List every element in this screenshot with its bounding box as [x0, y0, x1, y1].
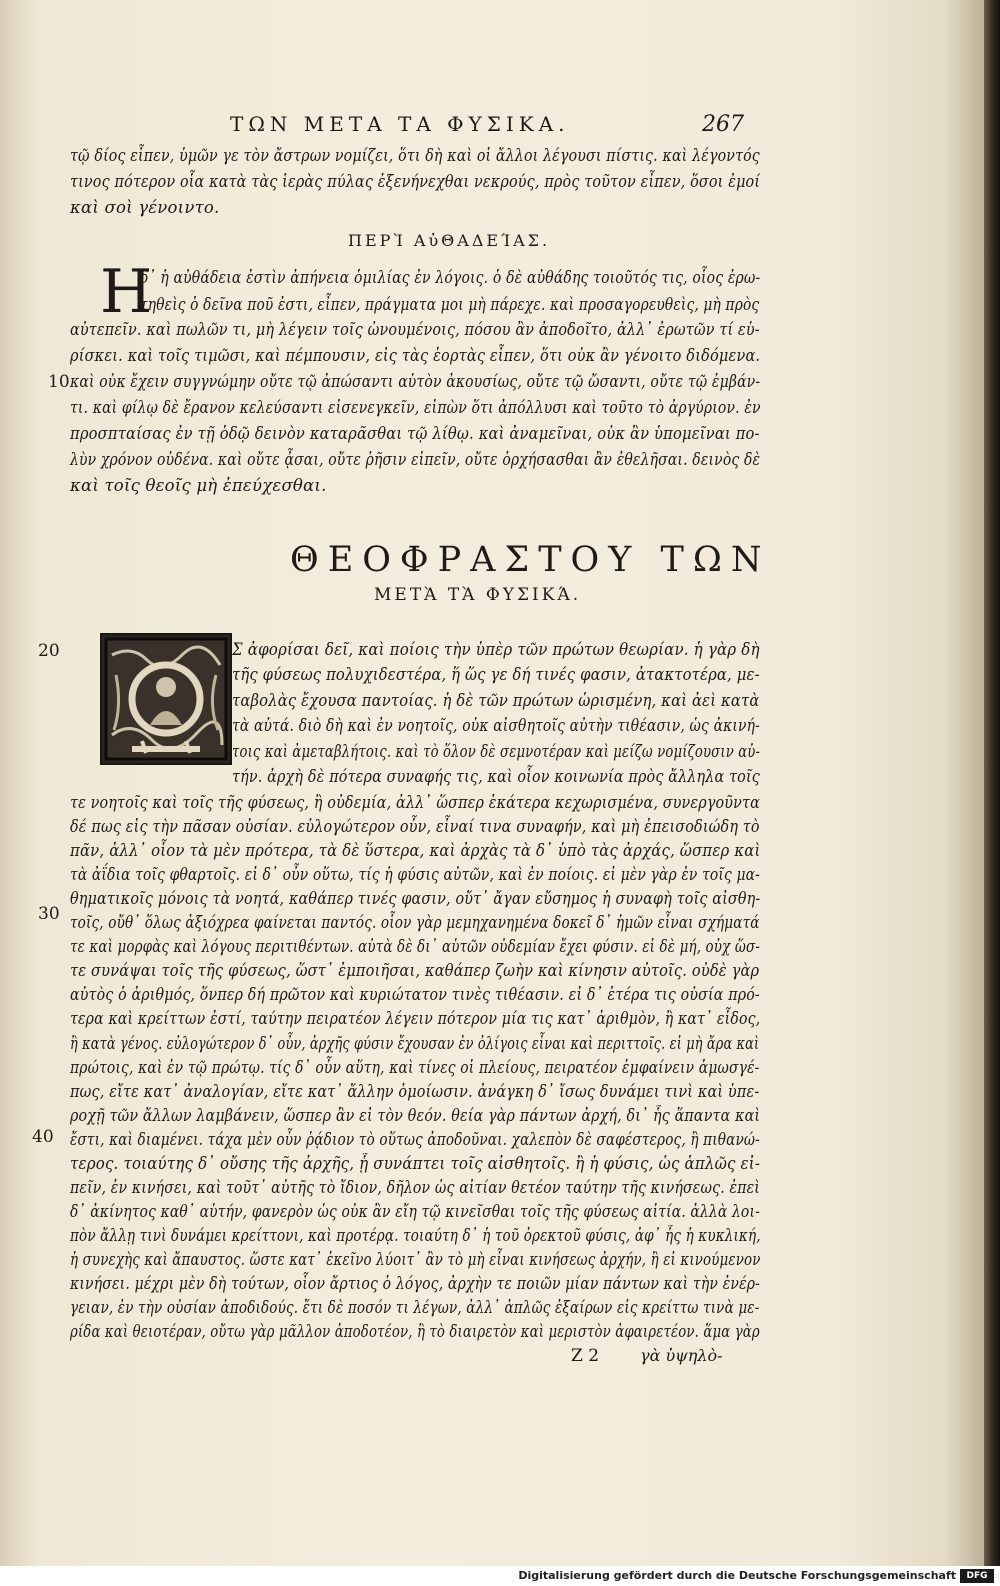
- text-line: πρώτοις, καὶ ἐν τῷ πρώτῳ. τίς δ᾽ οὖν αὕτη, καὶ τίνες οἱ πλείους, πειρατέον ἐμφαίνειν ἁμωσγέ-: [70, 1057, 760, 1077]
- running-head-area: [230, 112, 780, 142]
- text-line: τε νοητοῖς καὶ τοῖς τῆς φύσεως, ἢ οὐδεμία, ἀλλ᾽ ὥσπερ ἑκάτερα κεχωρισμένα, συνεργοῦντα: [70, 793, 760, 812]
- book-edge-shadow: [984, 0, 1000, 1566]
- text-line: ἢ κατὰ γένος. εὐλογώτερον δ᾽ οὖν, ἀρχῆς φύσιν ἔχουσαν ἐν ὀλίγοις εἶναι καὶ περιττοῖς. εἰ μὴ ἄρα καὶ: [70, 1033, 760, 1053]
- text-line: τε συνάψαι τοῖς τῆς φύσεως, ὥστ᾽ ἐμποιῆσαι, καθάπερ ζωὴν καὶ κίνησιν αὐτοῖς. οὐδὲ γὰρ: [70, 961, 760, 981]
- text-line: τήν. ἀρχὴ δὲ πότερα συναφής τις, καὶ οἷον κοινωνία πρὸς ἄλληλα τοῖς: [232, 767, 760, 786]
- text-line: πως, εἴτε κατ᾽ ἀναλογίαν, εἴτε κατ᾽ ἄλλην ὁμοίωσιν. ἀνάγκη δ᾽ ἴσως δυνάμει τινὶ καὶ ὑπε-: [70, 1081, 760, 1101]
- text-line: Σ ἀφορίσαι δεῖ, καὶ ποίοις τὴν ὑπὲρ τῶν πρώτων θεωρίαν. ἡ γὰρ δὴ: [232, 640, 760, 659]
- text-line: τηθεὶς ὁ δεῖνα ποῦ ἐστι, εἶπεν, πράγματα μοι μὴ πάρεχε. καὶ προσαγορευθεὶς, μὴ πρὸς: [140, 295, 760, 314]
- text-line: πεῖν, ἐν κινήσει, καὶ τοῦτ᾽ αὐτῆς τὸ ἴδιον, δῆλον ὡς αἰτίαν θετέον ταύτην τῆς κινήσεως. ἐπεὶ: [70, 1177, 761, 1197]
- text-line: τερος. τοιαύτης δ᾽ οὔσης τῆς ἀρχῆς, ᾗ συνάπτει τοῖς αἰσθητοῖς. ἢ ἡ φύσις, ὡς ἁπλῶς εἰ-: [70, 1153, 761, 1173]
- text-line: ροχῇ τῶν ἄλλων λαμβάνειν, ὥσπερ ἂν εἰ τὸν θεόν. θεία γὰρ πάντων ἀρχή, δι᾽ ἧς ἅπαντα καὶ: [70, 1105, 761, 1125]
- drop-cap: Η: [100, 257, 153, 327]
- text-line: κινήσει. μέχρι μὲν δὴ τούτων, οἷον ἄρτιος ὁ λόγος, ἀρχὴν τε ποιῶν μίαν πάντων καὶ τὴν ἐνέρ-: [70, 1273, 761, 1293]
- text-line: τοις καὶ ἀμεταβλήτοις. καὶ τὸ ὅλον δὲ σεμνοτέραν καὶ μείζω νομίζουσιν αὐ-: [232, 742, 761, 761]
- footer-credit: Digitalisierung gefördert durch die Deutsche Forschungsgemeinschaft: [518, 1569, 956, 1582]
- text-line: αὐτὸς ὁ ἀριθμός, ὅνπερ δή πρῶτον καὶ κυριώτατον τινὲς τιθέασιν. εἰ δ᾽ ἑτέρα τις οὐσία πρό-: [70, 985, 760, 1005]
- text-line: ρίδα καὶ θειοτέραν, οὔτω γὰρ μᾶλλον ἀποδοτέον, ἢ τὸ διαιρετὸν καὶ μεριστὸν ἀφαιρετέον. ἅμα γὰρ: [70, 1322, 760, 1341]
- text-line: τὰ ἀΐδια τοῖς φθαρτοῖς. εἰ δ᾽ οὖν οὕτω, τίς ἡ φύσις αὐτῶν, καὶ ἐν ποίοις. εἰ μὲν γὰρ ἐν τοῖς μα-: [70, 865, 761, 885]
- section-heading: ΠΕΡῚ ΑὐΘΑΔΕΊΑΣ.: [348, 231, 551, 250]
- line-number: 20: [38, 641, 60, 661]
- woodcut-initial-image: [100, 633, 232, 765]
- text-line: τῆς φύσεως πολυχιδεστέρα, ἥ ὥς γε δή τινές φασιν, ἀτακτοτέρα, με-: [232, 665, 760, 684]
- text-line: θηματικοῖς μόνοις τὰ νοητά, καθάπερ τινές φασιν, οὔτ᾽ ἄγαν εὔσημος ἡ συναφὴ τοῖς αἰσθη-: [70, 889, 761, 909]
- text-line: προσπταίσας ἐν τῇ ὁδῷ δεινὸν καταρᾶσθαι τῷ λίθῳ. καὶ ἀναμεῖναι, οὐκ ἂν ὑπομεῖναι πο-: [70, 424, 760, 443]
- line-number: 10: [48, 372, 70, 392]
- text-line: ρίσκει. καὶ τοῖς τιμῶσι, καὶ πέμπουσιν, εἰς τὰς ἑορτὰς εἶπεν, ὅτι οὐκ ἂν γένοιτο διδόμενα.: [70, 346, 761, 365]
- digitization-footer: [0, 1566, 1000, 1586]
- text-line: ἔστι, καὶ διαμένει. τάχα μὲν οὖν ῥᾴδιον τὸ οὕτως ἀποδοῦναι. χαλεπὸν δὲ σαφέστερος, ἢ πιθανώ-: [70, 1129, 760, 1149]
- book-title: ΘΕΟΦΡΑΣΤΟΥ ΤΩΝ: [290, 540, 771, 580]
- page-number: 267: [702, 112, 744, 137]
- text-line: καὶ σοὶ γένοιντο.: [70, 198, 220, 217]
- text-line: ταβολὰς ἔχουσα παντοίας. ἡ δὲ τῶν πρώτων ὡρισμένη, καὶ ἀεὶ κατὰ: [232, 691, 760, 710]
- text-line: ἡ συνεχὴς καὶ ἄπαυστος. ὥστε κατ᾽ ἐκεῖνο λύοιτ᾽ ἂν τὸ μὴ εἶναι κινήσεως ἀρχήν, ἢ εἰ κινούμενον: [70, 1249, 761, 1269]
- text-line: τῷ δίος εἶπεν, ὑμῶν γε τὸν ἄστρων νομίζει, ὅτι δὴ καὶ οἱ ἄλλοι λέγουσι πίστις. καὶ λέγοντός: [70, 146, 760, 165]
- line-number: 40: [32, 1127, 54, 1147]
- book-subtitle: ΜΕΤᾺ ΤᾺ ΦΥΣΙΚΆ.: [374, 585, 582, 605]
- line-number: 30: [38, 904, 60, 924]
- text-line: δ᾽ ἡ αὐθάδεια ἐστὶν ἀπήνεια ὁμιλίας ἐν λόγοις. ὁ δὲ αὐθάδης τοιοῦτός τις, οἷος ἐρω-: [140, 268, 761, 287]
- text-line: πὸν ἄλλῃ τινὶ δυνάμει κρείττονι, καὶ προτέρᾳ. τοιαύτη δ᾽ ἡ τοῦ ὀρεκτοῦ φύσις, ἀφ᾽ ἧς ἡ κυκλική,: [70, 1225, 761, 1245]
- text-line: δέ πως εἰς τὴν πᾶσαν οὐσίαν. εὐλογώτερον οὖν, εἶναί τινα συναφήν, καὶ μὴ ἐπεισοδιώδη τὸ: [70, 817, 760, 836]
- text-line: λὺν χρόνον οὐδένα. καὶ οὔτε ᾆσαι, οὔτε ῥῆσιν εἰπεῖν, οὔτε ὀρχήσασθαι ἂν ἐθελῆσαι. δεινὸς δὲ: [70, 450, 761, 469]
- text-line: αὐτεπεῖν. καὶ πωλῶν τι, μὴ λέγειν τοῖς ὠνουμένοις, πόσου ἂν ἀποδοῖτο, ἀλλ᾽ ἐρωτῶν τί εὑ-: [70, 320, 760, 339]
- text-line: πᾶν, ἀλλ᾽ οἷον τὰ μὲν πρότερα, τὰ δὲ ὕστερα, καὶ ἀρχὰς τὰ δ᾽ ὑπὸ τὰς ἀρχάς, ὥσπερ καὶ: [70, 841, 761, 861]
- running-head: ΤΩΝ ΜΕΤΑ ΤΑ ΦΥΣΙΚΑ.: [230, 112, 570, 136]
- text-line: τι. καὶ φίλῳ δὲ ἔρανον κελεύσαντι εἰσενεγκεῖν, εἰπὼν ὅτι ἀπόλλυσι καὶ τοῦτο τὸ ἀργύριον. ἐν: [70, 398, 761, 417]
- text-line: τοῖς, οὔθ᾽ ὅλως ἀξιόχρεα φαίνεται παντός. οἷον γὰρ μεμηχανημένα δοκεῖ δ᾽ ἡμῶν εἶναι σχήματά: [70, 913, 760, 933]
- text-line: τε καὶ μορφὰς καὶ λόγους περιτιθέντων. αὐτὰ δὲ δι᾽ αὑτῶν οὐδεμίαν ἔχει φύσιν. εἰ δὲ μή, οὐχ ὥσ-: [70, 937, 761, 957]
- text-line: δ᾽ ἀκίνητος καθ᾽ αὑτήν, φανερὸν ὡς οὐκ ἂν εἴη τῷ κινεῖσθαι τοῖς τῆς φύσεως αἰτία. ἀλλὰ λοι-: [70, 1201, 760, 1221]
- dfg-logo: DFG: [960, 1569, 994, 1583]
- printer-signature: Z 2: [571, 1346, 600, 1366]
- catchword: γὰ ὑψηλὸ-: [640, 1346, 723, 1365]
- text-line: καὶ τοῖς θεοῖς μὴ ἐπεύχεσθαι.: [70, 476, 327, 495]
- text-line: τὰ αὐτά. διὸ δὴ καὶ ἐν νοητοῖς, οὐκ αἰσθητοῖς αὐτὴν τιθέασιν, ὡς ἀκινή-: [232, 716, 760, 735]
- text-line: τινος πότερον οἷα κατὰ τὰς ἱερὰς πύλας ἐξενήνεχθαι νεκρούς, πρὸς τοῦτον εἶπεν, ὅσοι ἐμοί: [70, 172, 761, 191]
- text-line: καὶ οὐκ ἔχειν συγγνώμην οὔτε τῷ ἀπώσαντι αὐτὸν ἀκουσίως, οὔτε τῷ ὤσαντι, οὔτε τῷ ἐμβάν-: [70, 372, 761, 391]
- text-line: τερα καὶ κρείττων ἐστί, ταύτην πειρατέον λέγειν πότερον μία τις κατ᾽ ἀριθμὸν, ἢ κατ᾽ εἶδος,: [70, 1009, 761, 1029]
- text-line: γειαν, ἐν τὴν οὐσίαν ἀποδιδούς. ἔτι δὲ ποσόν τι λέγων, ἀλλ᾽ ἁπλῶς ἐξαίρων εἰς κρείττω τινὰ με-: [70, 1298, 760, 1317]
